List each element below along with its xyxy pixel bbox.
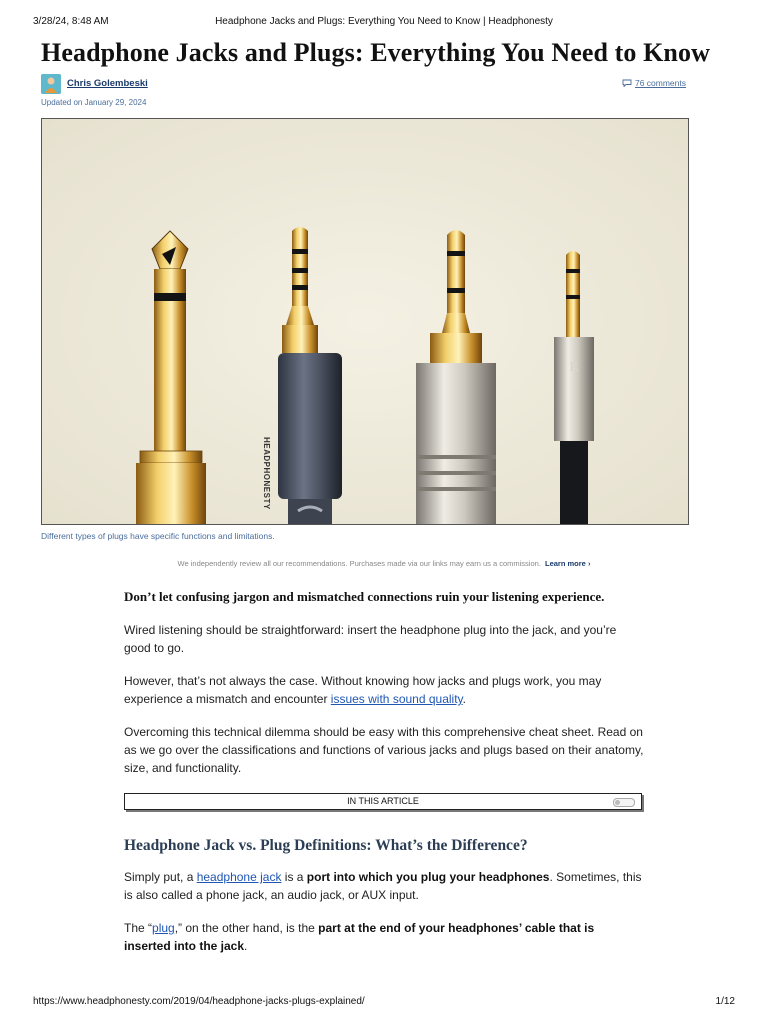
learn-more-link[interactable]: [545, 559, 590, 568]
learn-more-label: Learn more: [545, 559, 586, 568]
p4-b: is a: [281, 870, 307, 884]
comments-count: 76 comments: [634, 78, 686, 88]
hero-watermark: HEADPHONESTY: [262, 437, 271, 510]
paragraph-4: [124, 868, 644, 904]
plug-link[interactable]: plug: [152, 921, 175, 935]
byline: [41, 74, 686, 94]
p2-end: .: [462, 692, 466, 706]
speech-bubble-icon: [622, 79, 632, 87]
print-footer: [33, 996, 735, 1007]
author-link[interactable]: Chris Golembeski: [67, 78, 148, 89]
affiliate-disclosure: [0, 559, 768, 568]
sound-quality-link[interactable]: issues with sound quality: [330, 692, 463, 706]
toc-label: IN THIS ARTICLE: [347, 796, 419, 806]
headphone-jack-link[interactable]: headphone jack: [196, 870, 282, 884]
p5-b: ,” on the other hand, is the: [174, 921, 319, 935]
paragraph-1: Wired listening should be straightforward: insert the headphone plug into the jack, and you’re good to go.: [124, 623, 617, 655]
paragraph-2: [124, 672, 644, 708]
print-page-title: Headphone Jacks and Plugs: Everything You Need to Know | Headphonesty: [215, 16, 553, 27]
p4-c: . Sometimes, this is also called a phone jack, an audio jack, or AUX input.: [124, 870, 642, 902]
p5-bold: part at the end of your headphones’ cable that is inserted into the jack: [124, 921, 595, 953]
toc-switch[interactable]: [613, 798, 635, 807]
p5-a: The “: [124, 921, 153, 935]
hero-caption: Different types of plugs have specific functions and limitations.: [41, 531, 275, 541]
print-page-number: 1/12: [715, 996, 735, 1007]
print-header: [33, 16, 735, 27]
disclosure-text: We independently review all our recommendations. Purchases made via our links may earn us a commission.: [177, 559, 541, 568]
comments-link[interactable]: [622, 78, 686, 88]
p5-c: .: [244, 939, 248, 953]
article-title: Headphone Jacks and Plugs: Everything You Need to Know: [41, 38, 710, 67]
p4-bold: port into which you plug your headphones: [306, 870, 550, 884]
article-lede: Don’t let confusing jargon and mismatched connections ruin your listening experience.: [124, 589, 605, 604]
table-of-contents-toggle[interactable]: [124, 793, 642, 810]
section-heading: Headphone Jack vs. Plug Definitions: What’s the Difference?: [124, 837, 528, 854]
p2-text: However, that’s not always the case. Without knowing how jacks and plugs work, you may experience a mismatch and encounter: [124, 674, 602, 706]
print-url: https://www.headphonesty.com/2019/04/headphone-jacks-plugs-explained/: [33, 996, 365, 1007]
print-datetime: 3/28/24, 8:48 AM: [33, 16, 109, 27]
hero-image: [41, 118, 689, 525]
chevron-right-icon: ›: [587, 559, 591, 568]
paragraph-5: [124, 919, 644, 955]
updated-date: Updated on January 29, 2024: [41, 98, 147, 107]
author-avatar[interactable]: [41, 74, 61, 94]
paragraph-3: Overcoming this technical dilemma should be easy with this comprehensive cheat sheet. Read on as we go over the classifications and functions of various jacks and plugs based on their anatomy, size, and functionality.: [124, 725, 644, 775]
svg-text:R: R: [569, 360, 579, 375]
p4-a: Simply put, a: [124, 870, 197, 884]
